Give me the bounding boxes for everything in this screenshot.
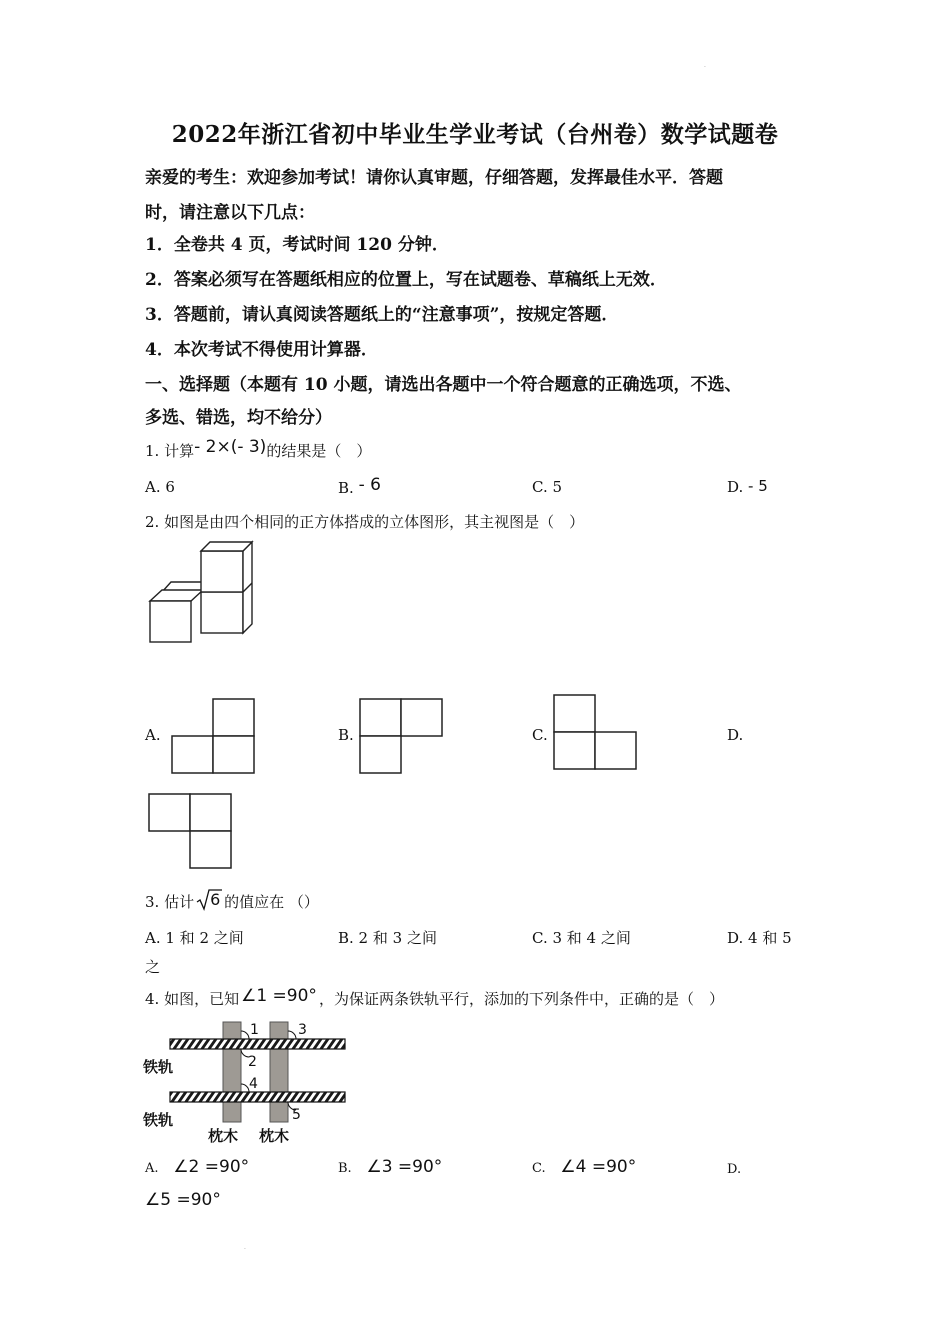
q2-option-d-label: D. [727, 726, 744, 744]
q4-option-a [145, 1157, 249, 1177]
angle-label-3: 3 [298, 1022, 307, 1038]
q3-option-d: D. 4 和 5 [727, 929, 792, 947]
q1-option-b [338, 475, 381, 498]
q2-solid-figure [140, 540, 260, 650]
q2-option-a-label: A. [145, 726, 161, 744]
rail-label-bottom: 铁轨 [143, 1111, 174, 1129]
q4-option-c-label: C. [532, 1161, 546, 1176]
section-heading-line-1: 一、选择题（本题有 10 小题，请选出各题中一个符合题意的正确选项，不选、 [145, 375, 742, 395]
q1-option-c: C. 5 [532, 478, 563, 496]
rail-label-top: 铁轨 [143, 1058, 174, 1076]
q4-option-d-label: D. [727, 1162, 742, 1177]
page-title: 2022年浙江省初中毕业生学业考试（台州卷）数学试题卷 [171, 121, 779, 148]
q1-option-d-value: - 5 [748, 477, 768, 495]
q3-prefix: 3. 估计 [145, 893, 195, 911]
sleeper-label-1: 枕木 [208, 1127, 239, 1145]
instruction-item-4: 4．本次考试不得使用计算器． [145, 340, 378, 360]
question-2: 2. 如图是由四个相同的正方体搭成的立体图形，其主视图是（ ） [145, 513, 585, 531]
instruction-item-3: 3．答题前，请认真阅读答题纸上的“注意事项”，按规定答题． [145, 305, 619, 325]
corner-mark-bottom: · [244, 1246, 246, 1253]
q1-expression: - 2×(- 3) [194, 437, 267, 457]
q3-option-a: A. 1 和 2 之间 [145, 929, 244, 947]
q2-option-b-figure [358, 697, 448, 777]
q3-option-b: B. 2 和 3 之间 [338, 929, 437, 947]
q4-suffix: ，为保证两条铁轨平行，添加的下列条件中，正确的是（ ） [318, 990, 724, 1008]
q1-option-b-label: B. [338, 479, 354, 497]
question-1 [145, 437, 372, 461]
q4-option-c [532, 1157, 636, 1177]
instruction-item-1: 1．全卷共 4 页，考试时间 120 分钟． [145, 235, 449, 255]
q4-option-d-value: ∠5 =90° [145, 1190, 221, 1210]
q4-railway-figure [140, 1015, 355, 1150]
q1-option-b-value: - 6 [358, 475, 381, 495]
angle-label-4: 4 [249, 1076, 258, 1092]
q4-given-angle: ∠1 =90° [241, 986, 317, 1006]
rail-bottom [170, 1092, 345, 1102]
q1-option-d [727, 478, 768, 496]
question-3 [145, 889, 319, 912]
instruction-line-2: 时，请注意以下几点： [145, 203, 315, 223]
q2-option-d-figure [147, 792, 237, 872]
q4-option-b-value: ∠3 =90° [366, 1157, 443, 1177]
q4-option-a-value: ∠2 =90° [173, 1157, 250, 1177]
q1-prefix: 1. 计算 [145, 442, 195, 460]
q1-option-d-label: D. [727, 478, 744, 496]
angle-label-5: 5 [292, 1107, 301, 1123]
q3-sqrt [196, 889, 222, 911]
instruction-line-1: 亲爱的考生：欢迎参加考试！请你认真审题，仔细答题，发挥最佳水平．答题 [145, 168, 723, 188]
q2-option-c-figure [552, 693, 642, 773]
q2-option-c-label: C. [532, 726, 548, 744]
q4-option-b [338, 1157, 442, 1177]
sleeper-left [223, 1022, 241, 1122]
q3-suffix: 的值应在 （） [224, 893, 319, 911]
q2-option-a-figure [170, 697, 260, 777]
q4-prefix: 4. 如图，已知 [145, 990, 240, 1008]
sleeper-label-2: 枕木 [259, 1127, 290, 1145]
q3-option-c: C. 3 和 4 之间 [532, 929, 631, 947]
sleeper-right [270, 1022, 288, 1122]
q1-suffix: 的结果是（ ） [266, 442, 372, 460]
angle-label-2: 2 [248, 1054, 257, 1070]
q4-option-c-value: ∠4 =90° [560, 1157, 637, 1177]
section-heading-line-2: 多选、错选，均不给分） [145, 408, 332, 428]
instruction-item-2: 2．答案必须写在答题纸相应的位置上，写在试题卷、草稿纸上无效． [145, 270, 667, 290]
q1-option-a: A. 6 [145, 478, 175, 496]
rail-top [170, 1039, 345, 1049]
question-4 [145, 988, 724, 1009]
corner-mark: · [704, 64, 706, 71]
q3-option-d-wrap: 之 [145, 958, 161, 976]
q4-option-a-label: A. [145, 1161, 159, 1176]
q2-option-b-label: B. [338, 726, 354, 744]
q3-radicand: 6 [210, 890, 221, 909]
q4-option-b-label: B. [338, 1161, 352, 1176]
angle-label-1: 1 [250, 1022, 259, 1038]
